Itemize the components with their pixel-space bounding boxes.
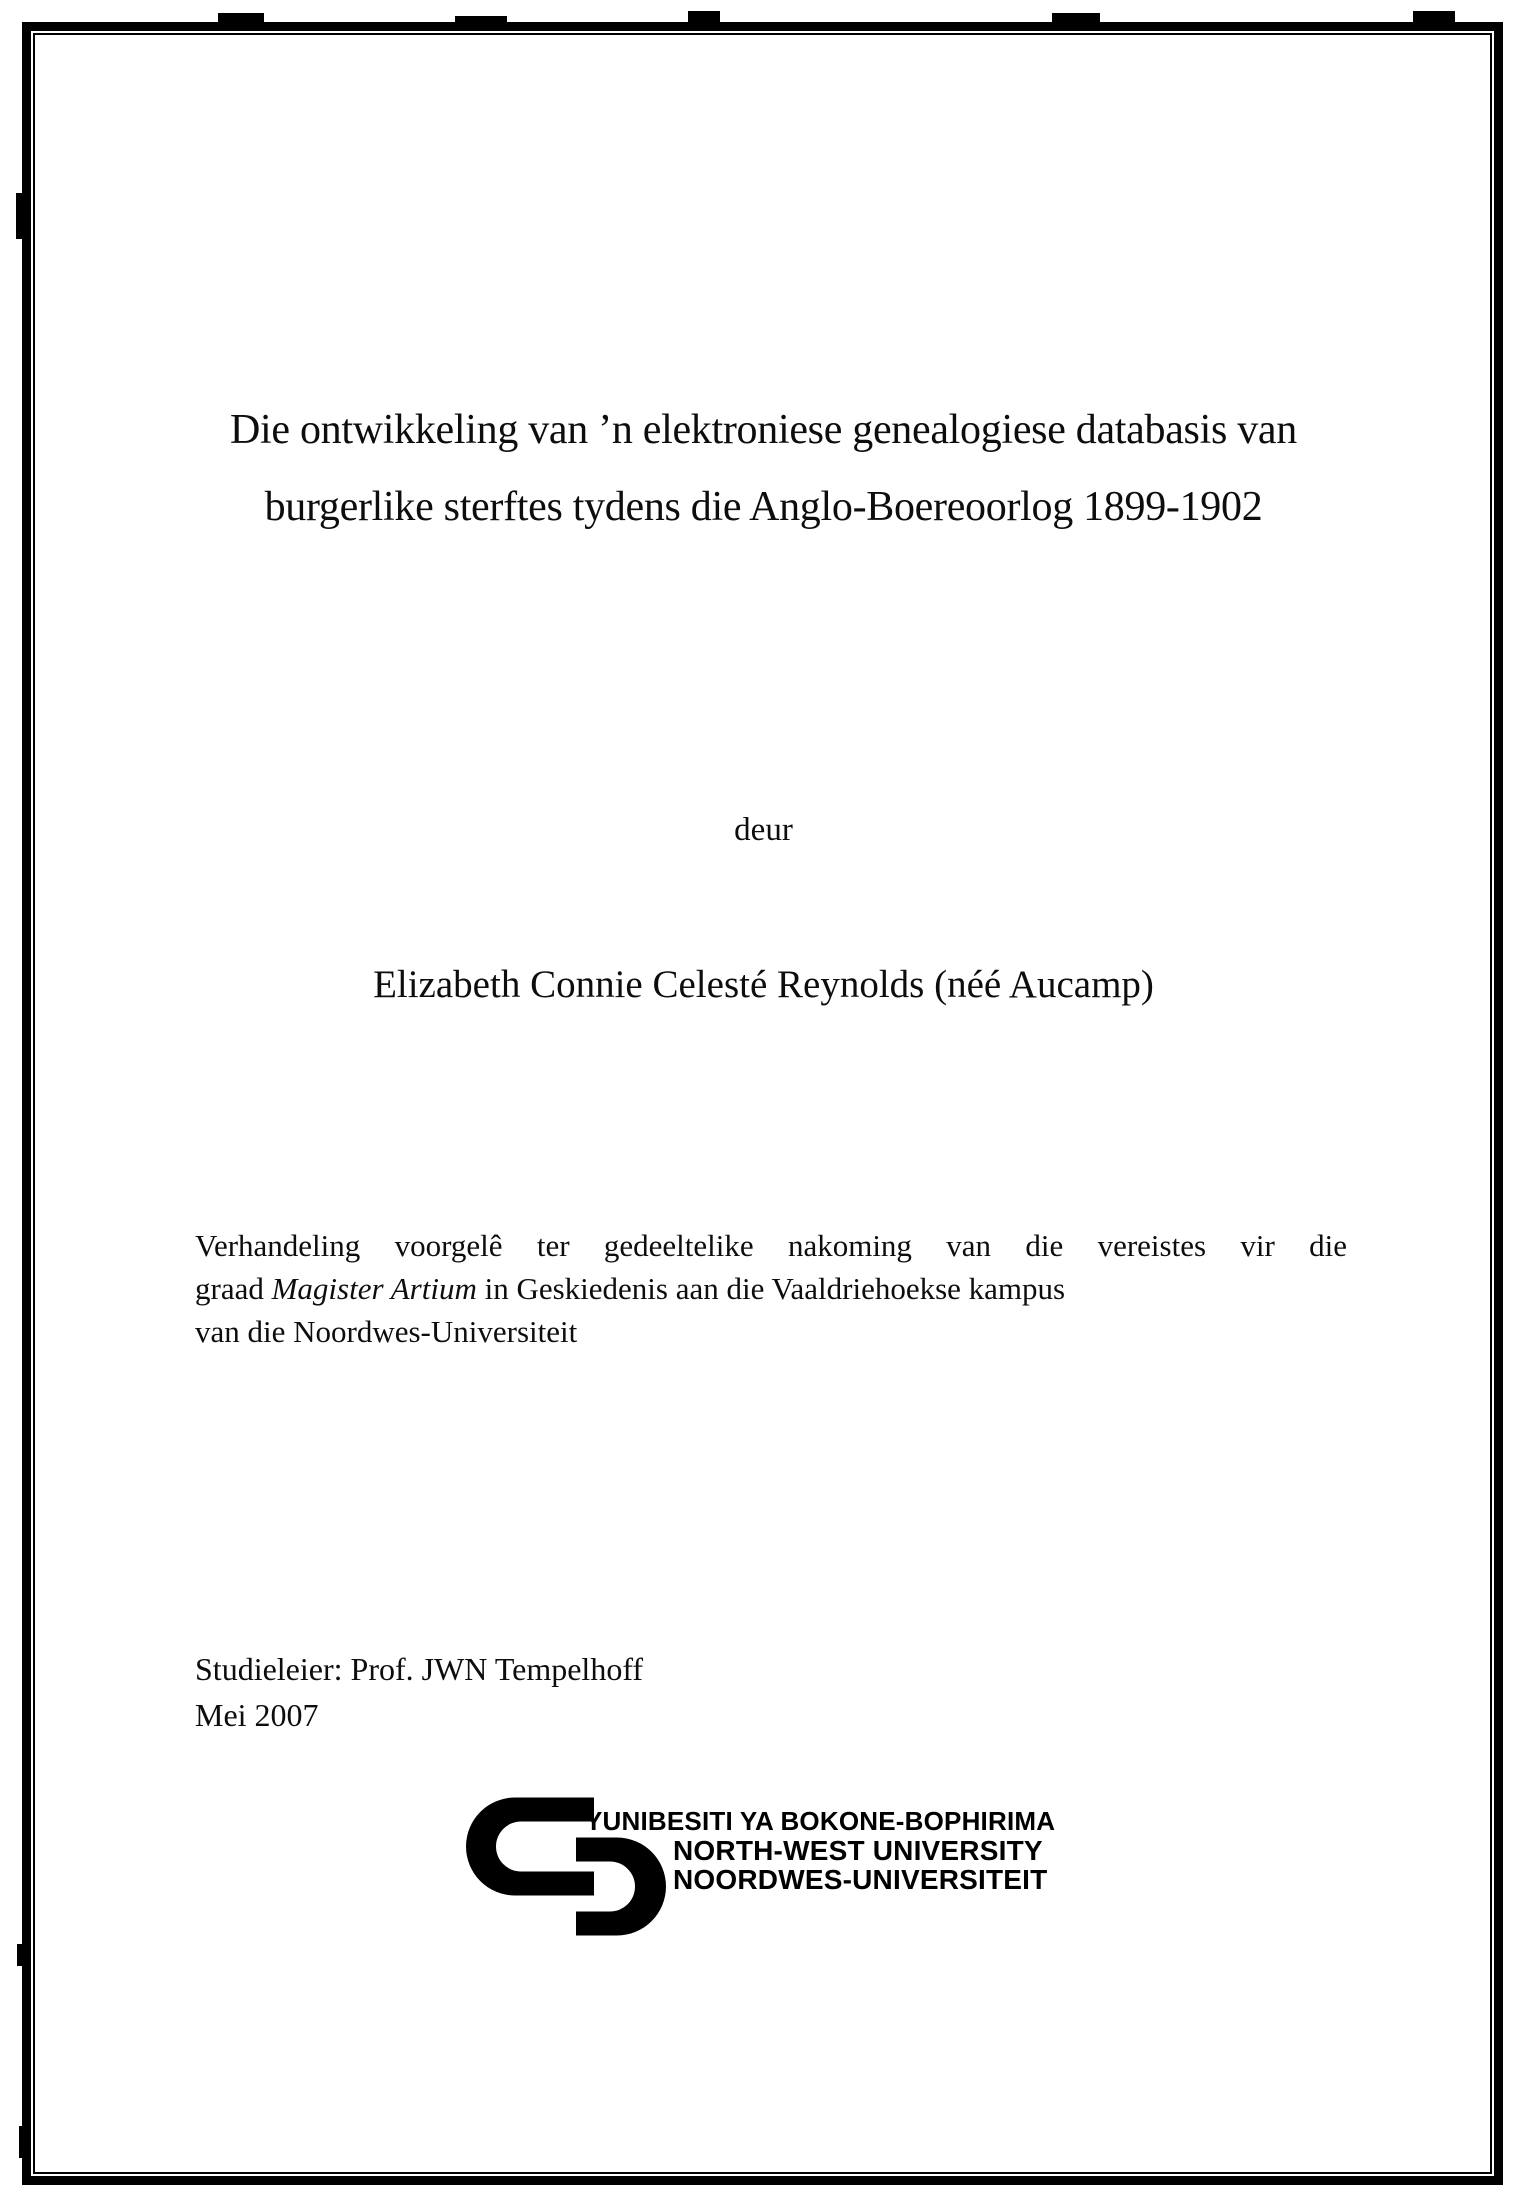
thesis-title-line1: Die ontwikkeling van ’n elektroniese genealogiese databasis van bbox=[230, 407, 1297, 453]
university-logo bbox=[466, 1797, 1106, 1947]
scan-artifact bbox=[17, 1944, 25, 1966]
university-logo-text bbox=[585, 1807, 1055, 1894]
degree-statement-line1: Verhandeling voorgelê ter gedeeltelike nakoming van die vereistes vir die bbox=[195, 1228, 1347, 1263]
date-line: Mei 2007 bbox=[195, 1697, 319, 1733]
degree-name-italic: Magister Artium bbox=[271, 1271, 477, 1306]
degree-statement-line3: van die Noordwes-Universiteit bbox=[195, 1314, 578, 1349]
scan-artifact bbox=[1052, 13, 1100, 25]
scan-artifact bbox=[455, 16, 507, 26]
scan-artifact bbox=[218, 13, 264, 26]
logo-line-english: NORTH-WEST UNIVERSITY bbox=[673, 1835, 1043, 1866]
degree-statement-line2-prefix: graad bbox=[195, 1271, 272, 1306]
logo-line-setswana: YUNIBESITI YA BOKONE-BOPHIRIMA bbox=[585, 1806, 1056, 1836]
degree-statement bbox=[195, 1224, 1347, 1353]
author-name: Elizabeth Connie Celesté Reynolds (néé Aucamp) bbox=[373, 963, 1154, 1006]
supervisor-block bbox=[195, 1646, 643, 1738]
degree-statement-line2-suffix: in Geskiedenis aan die Vaaldriehoekse kampus bbox=[476, 1271, 1066, 1306]
scan-artifact bbox=[19, 2126, 27, 2158]
degree-statement-line2 bbox=[195, 1267, 1347, 1310]
scan-artifact bbox=[688, 11, 720, 26]
byline-deur: deur bbox=[734, 812, 793, 848]
scan-artifact bbox=[16, 193, 25, 239]
scan-artifact bbox=[1413, 11, 1455, 25]
thesis-title-line2: burgerlike sterftes tydens die Anglo-Boereoorlog 1899-1902 bbox=[264, 484, 1263, 530]
thesis-title bbox=[100, 392, 1427, 546]
logo-line-afrikaans: NOORDWES-UNIVERSITEIT bbox=[673, 1864, 1048, 1895]
supervisor-line: Studieleier: Prof. JWN Tempelhoff bbox=[195, 1651, 644, 1687]
